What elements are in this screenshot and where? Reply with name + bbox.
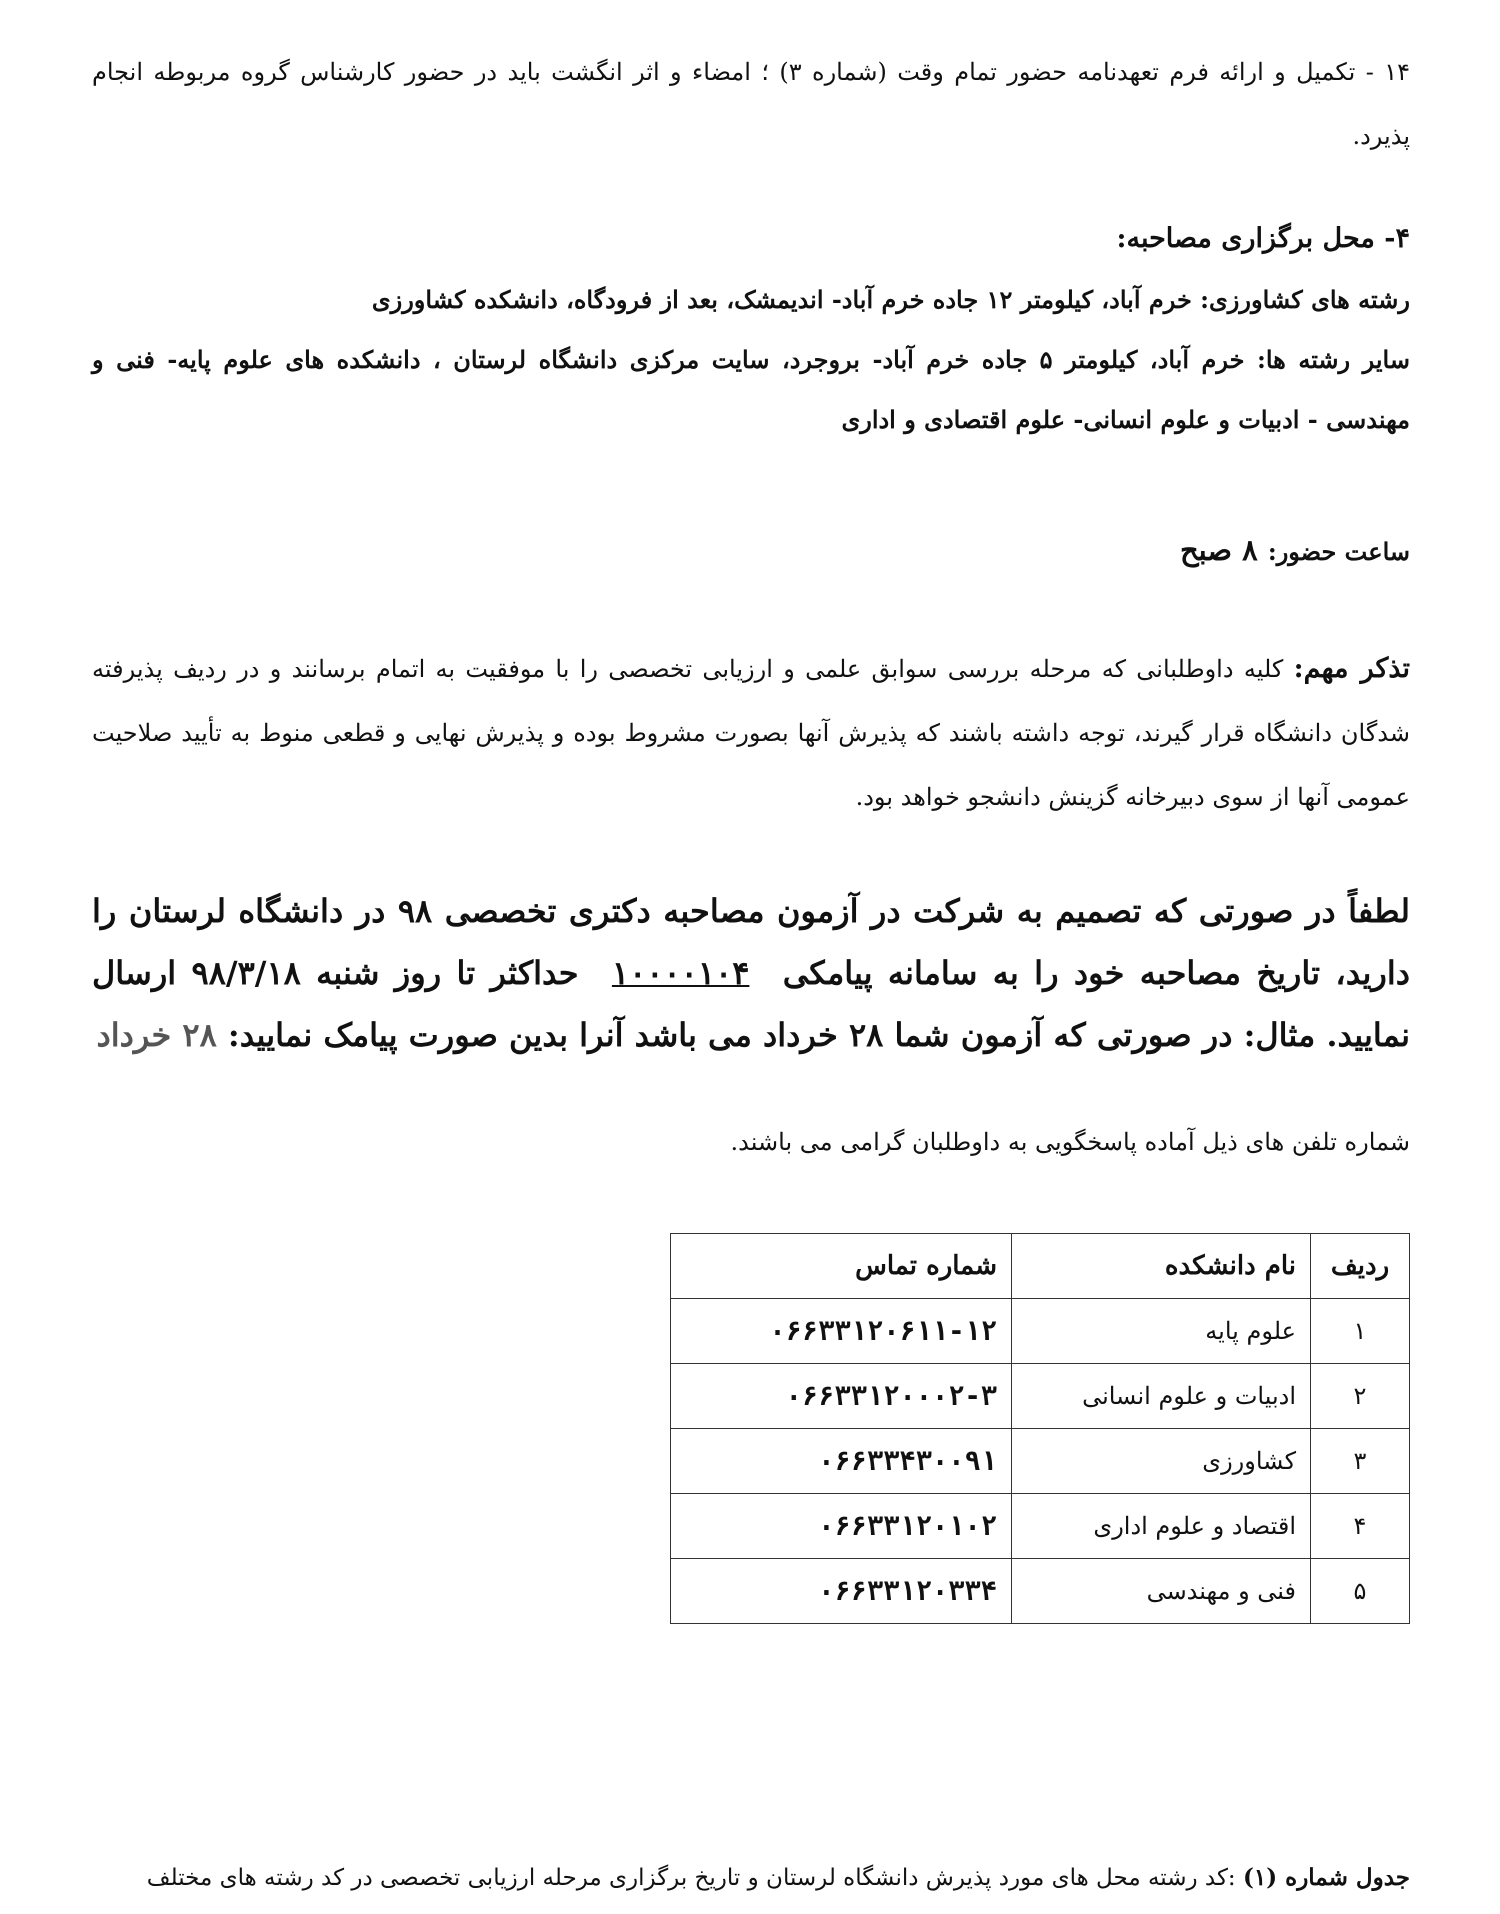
venue-heading: ۴- محل برگزاری مصاحبه: <box>1116 223 1410 254</box>
item-14-text: ۱۴ - تکمیل و ارائه فرم تعهدنامه حضور تمام وقت (شماره ۳) ؛ امضاء و اثر انگشت باید در حضور کارشناس گروه مربوطه انجام پذیرد. <box>92 58 1410 150</box>
table-header-row <box>671 1234 1410 1299</box>
footer-text: :کد رشته محل های مورد پذیرش دانشگاه لرستان و تاریخ برگزاری مرحله ارزیابی تخصصی در کد رشته های مختلف <box>146 1865 1243 1891</box>
sms-instructions <box>92 880 1410 1066</box>
header-phone: شماره تماس <box>671 1234 1012 1299</box>
row-index: ۲ <box>1311 1364 1410 1429</box>
row-faculty: اقتصاد و علوم اداری <box>1012 1494 1311 1559</box>
row-phone: ۰۶۶۳۳۴۳۰۰۹۱ <box>671 1429 1012 1494</box>
table-row <box>671 1559 1410 1624</box>
header-index: ردیف <box>1311 1234 1410 1299</box>
venue-section <box>92 208 1410 450</box>
footer-caption <box>92 1858 1410 1898</box>
attendance-label: ساعت حضور: <box>1267 537 1410 566</box>
phones-intro-text: شماره تلفن های ذیل آماده پاسخگویی به داوطلبان گرامی می باشند. <box>730 1128 1410 1156</box>
attendance-line <box>92 518 1410 584</box>
venue-other-label: سایر رشته ها: <box>1256 345 1410 374</box>
venue-agriculture-text: خرم آباد، کیلومتر ۱۲ جاده خرم آباد- اندیمشک، بعد از فرودگاه، دانشکده کشاورزی <box>371 285 1201 314</box>
sms-number: ۱۰۰۰۰۱۰۴ <box>611 954 750 992</box>
row-faculty: کشاورزی <box>1012 1429 1311 1494</box>
note-paragraph <box>92 637 1410 829</box>
row-index: ۵ <box>1311 1559 1410 1624</box>
row-index: ۳ <box>1311 1429 1410 1494</box>
table-row <box>671 1364 1410 1429</box>
sms-text-1: لطفاً در صورتی که تصمیم به شرکت در آزمون مصاحبه دکتری تخصصی ۹۸ در دانشگاه لرستان را دارید، تاریخ مصاحبه خود را به سامانه پیامکی <box>92 892 1411 992</box>
document-page <box>92 0 1410 1914</box>
sms-paragraph <box>92 880 1410 1066</box>
contact-table <box>670 1233 1410 1624</box>
phones-intro <box>92 1110 1410 1174</box>
row-index: ۱ <box>1311 1299 1410 1364</box>
header-faculty: نام دانشکده <box>1012 1234 1311 1299</box>
row-phone: ۰۶۶۳۳۱۲۰۰۰۲-۳ <box>671 1364 1012 1429</box>
row-faculty: ادبیات و علوم انسانی <box>1012 1364 1311 1429</box>
sms-example: ۲۸ خرداد <box>96 1016 217 1054</box>
item-14 <box>92 40 1410 168</box>
important-note <box>92 637 1410 829</box>
venue-agriculture <box>92 270 1410 330</box>
note-text: کلیه داوطلبانی که مرحله بررسی سوابق علمی و ارزیابی تخصصی را با موفقیت به اتمام برسانند و در ردیف پذیرفته شدگان دانشگاه قرار گیرند، توجه داشته باشند که پذیرش آنها بصورت مشروط بوده و پذیرش نهایی و قطعی منوط به تأیید صلاحیت عمومی آنها از سوی دبیرخانه گزینش دانشجو خواهد بود. <box>92 655 1410 811</box>
venue-other <box>92 330 1410 450</box>
row-index: ۴ <box>1311 1494 1410 1559</box>
venue-agriculture-label: رشته های کشاورزی: <box>1200 285 1410 314</box>
attendance-value: ۸ صبح <box>1179 533 1268 567</box>
note-label: تذکر مهم: <box>1293 653 1411 684</box>
attendance-time <box>92 518 1410 584</box>
row-phone: ۰۶۶۳۳۱۲۰۱۰۲ <box>671 1494 1012 1559</box>
sms-text-2: حداکثر تا روز شنبه ۹۸/۳/۱۸ ارسال نمایید. مثال: در صورتی که آزمون شما ۲۸ خرداد می باشد آنرا بدین صورت پیامک نمایید: <box>92 954 1410 1054</box>
footer-label: جدول شماره (۱) <box>1243 1864 1410 1891</box>
table-row <box>671 1494 1410 1559</box>
footer-line <box>92 1858 1410 1898</box>
row-faculty: فنی و مهندسی <box>1012 1559 1311 1624</box>
venue-other-text: خرم آباد، کیلومتر ۵ جاده خرم آباد- بروجرد، سایت مرکزی دانشگاه لرستان ، دانشکده های علوم پایه- فنی و مهندسی - ادبیات و علوم انسانی- علوم اقتصادی و اداری <box>92 345 1410 434</box>
row-phone: ۰۶۶۳۳۱۲۰۶۱۱-۱۲ <box>671 1299 1012 1364</box>
row-faculty: علوم پایه <box>1012 1299 1311 1364</box>
row-phone: ۰۶۶۳۳۱۲۰۳۳۴ <box>671 1559 1012 1624</box>
table-row <box>671 1299 1410 1364</box>
table-row <box>671 1429 1410 1494</box>
